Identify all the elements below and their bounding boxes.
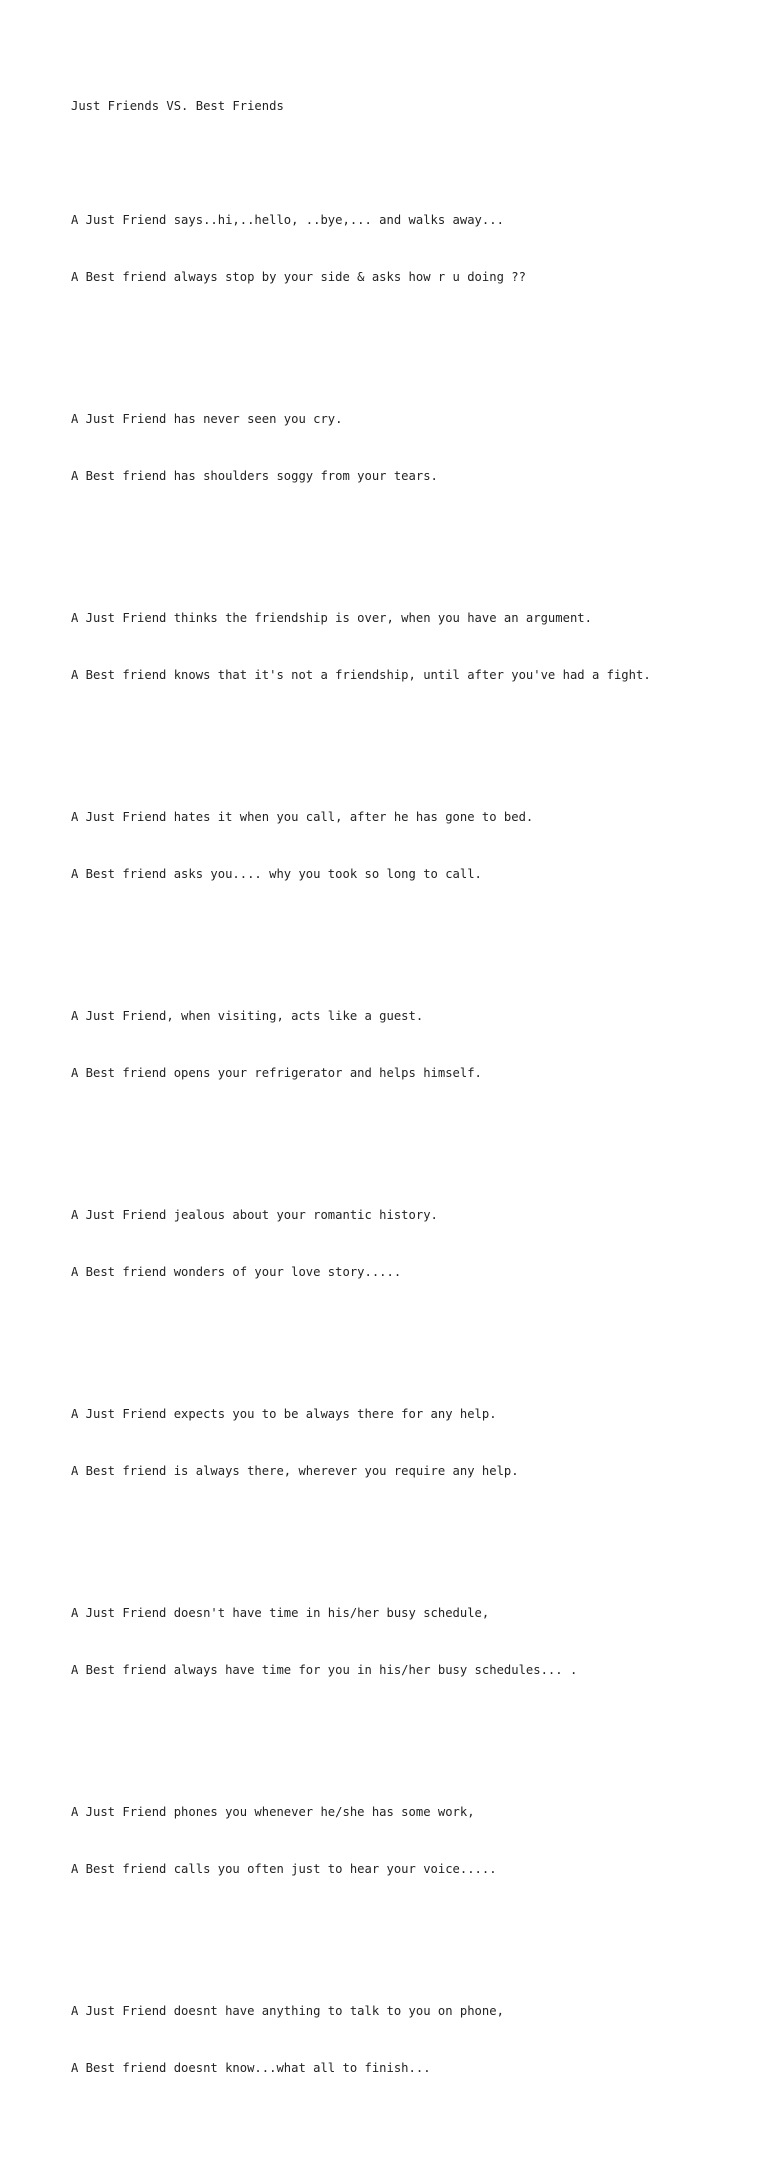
friend-comparison-9 <box>71 1775 751 1906</box>
just-friend-line: A Just Friend expects you to be always there for any help. <box>71 1407 497 1421</box>
best-friend-line: A Best friend asks you.... why you took so long to call. <box>71 867 482 881</box>
just-friend-line: A Just Friend says..hi,..hello, ..bye,... and walks away... <box>71 213 504 227</box>
document-body <box>71 69 751 2159</box>
friend-comparison-2 <box>71 382 751 513</box>
just-friend-line: A Just Friend doesnt have anything to talk to you on phone, <box>71 2004 504 2018</box>
best-friend-line: A Best friend wonders of your love story..... <box>71 1265 402 1279</box>
friend-comparison-4 <box>71 780 751 911</box>
just-friend-line: A Just Friend phones you whenever he/she has some work, <box>71 1805 475 1819</box>
just-friend-line: A Just Friend thinks the friendship is over, when you have an argument. <box>71 611 592 625</box>
best-friend-line: A Best friend always stop by your side & asks how r u doing ?? <box>71 270 526 284</box>
friend-comparison-6 <box>71 1178 751 1309</box>
just-friend-line: A Just Friend, when visiting, acts like a guest. <box>71 1009 424 1023</box>
friend-comparison-5 <box>71 979 751 1110</box>
best-friend-line: A Best friend doesnt know...what all to finish... <box>71 2061 431 2075</box>
friend-comparison-3 <box>71 581 751 712</box>
friend-comparison-7 <box>71 1377 751 1508</box>
best-friend-line: A Best friend knows that it's not a friendship, until after you've had a fight. <box>71 668 651 682</box>
just-friend-line: A Just Friend has never seen you cry. <box>71 412 343 426</box>
just-friend-line: A Just Friend jealous about your romantic history. <box>71 1208 438 1222</box>
friend-comparison-8 <box>71 1576 751 1707</box>
best-friend-line: A Best friend has shoulders soggy from your tears. <box>71 469 438 483</box>
best-friend-line: A Best friend always have time for you in his/her busy schedules... . <box>71 1663 578 1677</box>
just-friend-line: A Just Friend hates it when you call, after he has gone to bed. <box>71 810 534 824</box>
friend-comparison-1 <box>71 183 751 314</box>
best-friend-line: A Best friend opens your refrigerator and helps himself. <box>71 1066 482 1080</box>
just-friend-line: A Just Friend doesn't have time in his/her busy schedule, <box>71 1606 490 1620</box>
friend-comparison-10 <box>71 1974 751 2105</box>
document-title: Just Friends VS. Best Friends <box>71 99 284 113</box>
best-friend-line: A Best friend is always there, wherever you require any help. <box>71 1464 519 1478</box>
best-friend-line: A Best friend calls you often just to hear your voice..... <box>71 1862 497 1876</box>
